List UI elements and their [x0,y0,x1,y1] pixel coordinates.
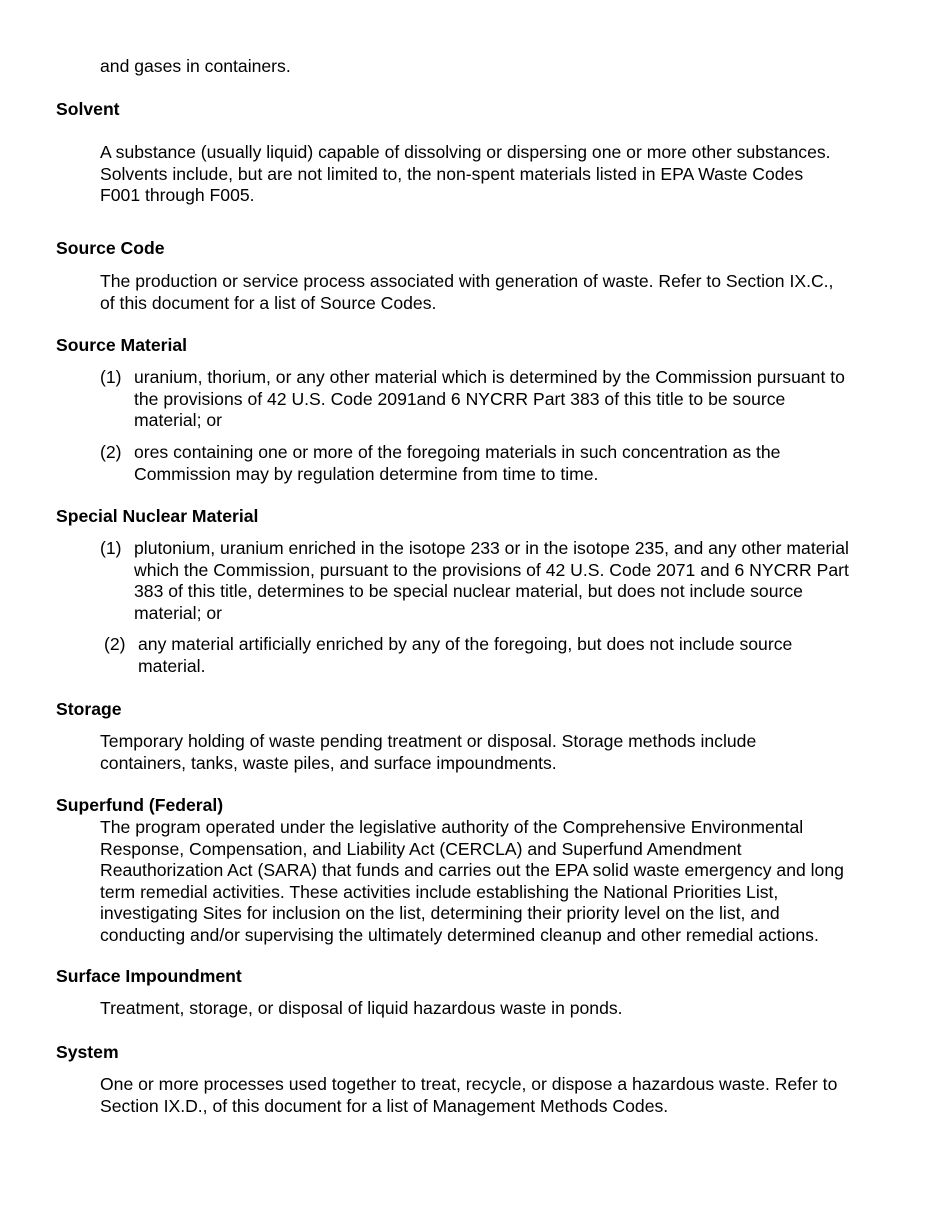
item-text [134,367,900,432]
item-line: 383 of this title, determines to be special nuclear material, but does not include source [134,581,803,601]
definition-line: Section IX.D., of this document for a list of Management Methods Codes. [100,1095,669,1116]
definition-line: term remedial activities. These activities include establishing the National Priorities List, [100,881,779,902]
item-line: material; or [134,410,222,430]
item-line: material. [138,655,206,676]
definition-line: The program operated under the legislative authority of the Comprehensive Environmental [100,817,804,837]
definition-line: investigating Sites for inclusion on the list, determining their priority level on the list, and [100,903,780,923]
item-text [138,634,904,677]
definition-source-code [100,271,900,314]
item-line: which the Commission, pursuant to the provisions of 42 U.S. Code 2071 and 6 NYCRR Part [134,559,849,580]
item-line: material; or [134,602,222,623]
intro-text: and gases in containers. [100,56,291,76]
definition-line: Temporary holding of waste pending treatment or disposal. Storage methods include [100,731,757,751]
item-line: ores containing one or more of the foregoing materials in such concentration as the [134,442,781,462]
term-source-code: Source Code [56,238,165,258]
list-item-special-nuclear-1 [100,538,900,626]
item-text [134,442,900,485]
item-number: (1) [100,538,122,558]
term-source-material: Source Material [56,335,188,355]
term-superfund: Superfund (Federal) [56,795,224,815]
definition-line: Response, Compensation, and Liability Act (CERCLA) and Superfund Amendment [100,838,742,859]
definition-system [100,1074,900,1117]
item-line: uranium, thorium, or any other material which is determined by the Commission pursuant to [134,367,845,387]
term-system: System [56,1042,119,1062]
term-storage: Storage [56,699,122,719]
list-item-source-material-1 [100,367,900,433]
list-item-source-material-2 [100,442,900,486]
item-number: (2) [100,442,122,462]
definition-solvent [100,142,900,207]
definition-line: A substance (usually liquid) capable of dissolving or dispersing one or more other substances. [100,142,831,162]
item-number: (1) [100,367,122,387]
item-line: the provisions of 42 U.S. Code 2091and 6 NYCRR Part 383 of this title to be source [134,388,786,409]
definition-line: The production or service process associated with generation of waste. Refer to Section IX.C., [100,271,834,291]
definition-line: of this document for a list of Source Codes. [100,292,437,313]
definition-line: Treatment, storage, or disposal of liquid hazardous waste in ponds. [100,998,623,1018]
item-number: (2) [104,634,126,654]
term-solvent: Solvent [56,99,120,119]
definition-superfund [100,817,900,946]
definition-surface-impoundment [100,998,900,1020]
term-special-nuclear-material: Special Nuclear Material [56,506,259,526]
definition-line: Solvents include, but are not limited to, the non-spent materials listed in EPA Waste Codes [100,163,804,184]
item-line: any material artificially enriched by any of the foregoing, but does not include source [138,634,793,654]
definition-line: F001 through F005. [100,185,255,205]
item-line: plutonium, uranium enriched in the isotope 233 or in the isotope 235, and any other material [134,538,849,558]
item-line: Commission may by regulation determine from time to time. [134,463,599,484]
term-surface-impoundment: Surface Impoundment [56,966,242,986]
definition-line: Reauthorization Act (SARA) that funds and carries out the EPA solid waste emergency and long [100,860,844,880]
definition-line: containers, tanks, waste piles, and surface impoundments. [100,752,557,773]
definition-line: conducting and/or supervising the ultimately determined cleanup and other remedial actions. [100,924,819,945]
definition-storage [100,731,900,774]
definition-line: One or more processes used together to treat, recycle, or dispose a hazardous waste. Refer to [100,1074,838,1094]
list-item-special-nuclear-2 [104,634,904,678]
item-text [134,538,900,624]
